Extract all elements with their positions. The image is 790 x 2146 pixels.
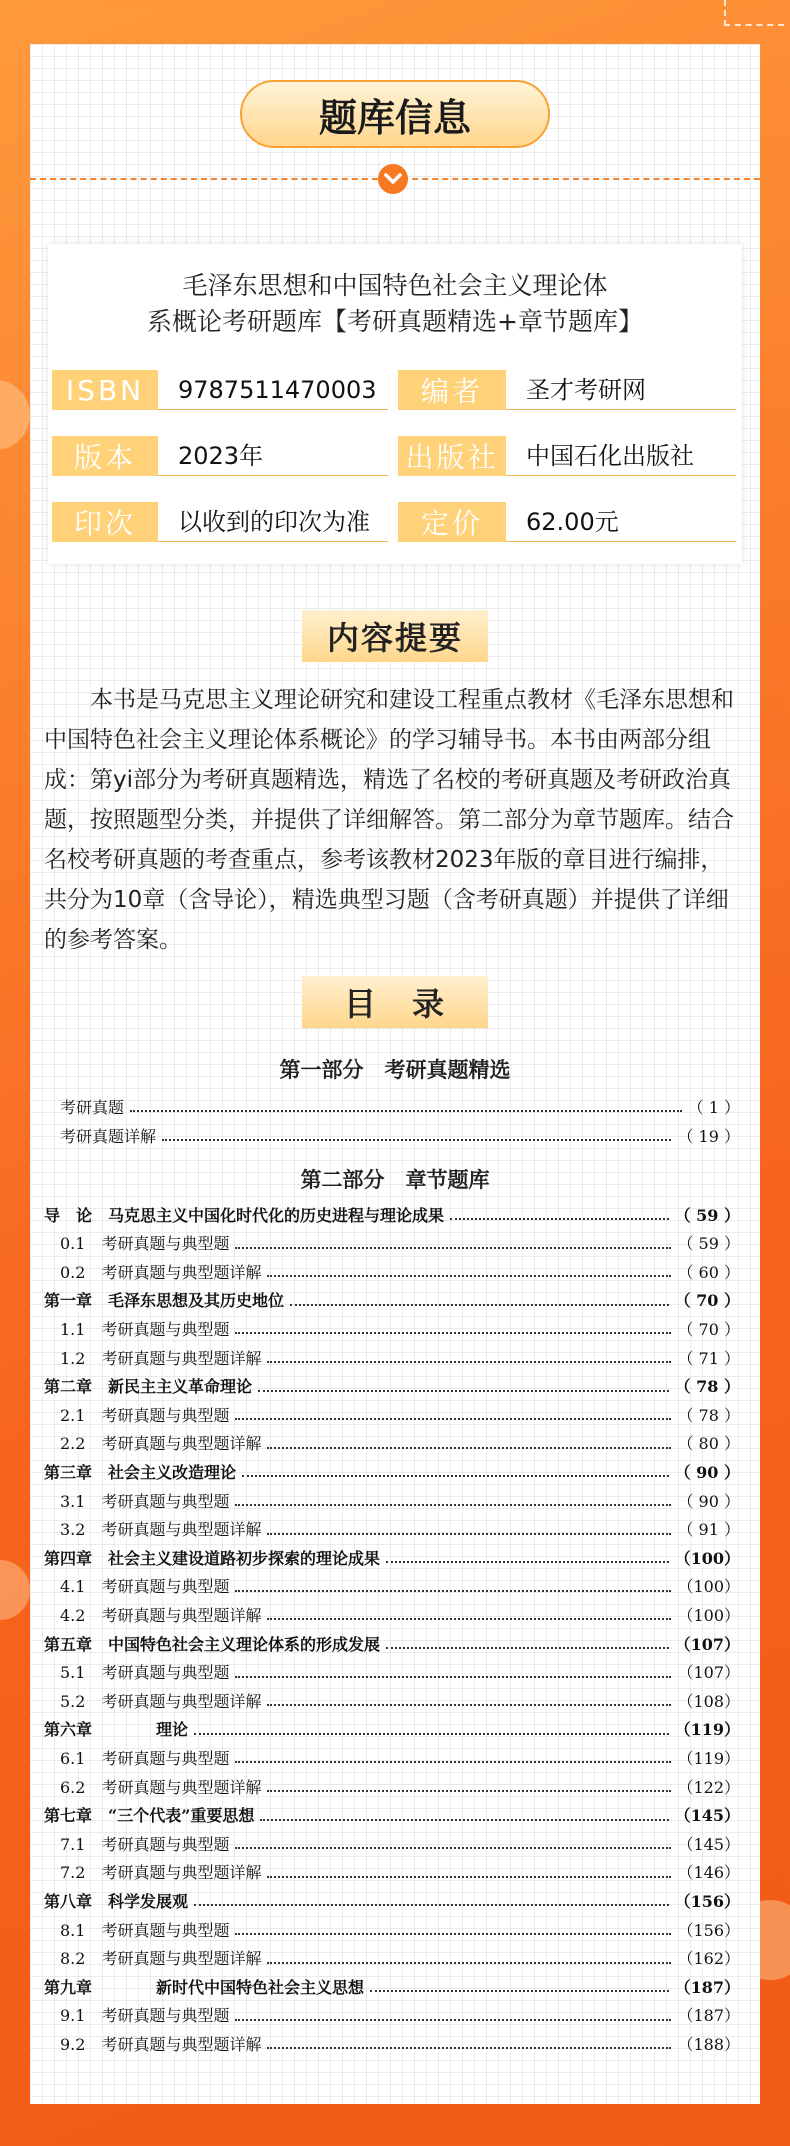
toc-entry-row (44, 1829, 740, 1857)
toc-leader-dots (386, 1561, 669, 1563)
toc-entry-title: 3.1 考研真题与典型题 (44, 1491, 230, 1511)
toc-leader-dots (235, 2019, 671, 2021)
editor-label: 编者 (398, 370, 506, 410)
toc-leader-dots (290, 1304, 669, 1306)
toc-leader-dots (450, 1218, 669, 1220)
decor-circle-left-bottom (0, 1560, 30, 1620)
toc-entry-row (44, 1915, 740, 1943)
price-label: 定价 (398, 502, 506, 542)
toc-entry-row (44, 1314, 740, 1342)
toc-entry-title: 9.2 考研真题与典型题详解 (44, 2034, 262, 2054)
toc-entry-title: 5.2 考研真题与典型题详解 (44, 1691, 262, 1711)
toc-chapter-row (44, 1886, 740, 1914)
toc-entry-title: 第七章 “三个代表”重要思想 (44, 1806, 255, 1826)
toc-entry-row (44, 1858, 740, 1886)
toc-entry-row (44, 1400, 740, 1428)
toc-entry-title: 4.1 考研真题与典型题 (44, 1577, 230, 1597)
toc-entry-title: 第一章 毛泽东思想及其历史地位 (44, 1291, 285, 1311)
price-value: 62.00元 (506, 502, 736, 542)
toc-entry-title: 导 论 马克思主义中国化时代化的历史进程与理论成果 (44, 1205, 445, 1225)
editor-field (398, 370, 738, 410)
toc-page-number: （ 90 ） (677, 1491, 740, 1511)
toc-page-number: （188） (677, 2034, 740, 2054)
toc-page-number: （156） (674, 1891, 740, 1911)
toc-entry-title: 2.2 考研真题与典型题详解 (44, 1434, 262, 1454)
toc-entry-row (44, 1686, 740, 1714)
price-field (398, 502, 738, 542)
toc-entry-title: 第二章 新民主主义革命理论 (44, 1377, 253, 1397)
book-info-panel (48, 244, 742, 564)
toc-entry-title: 8.1 考研真题与典型题 (44, 1920, 230, 1940)
toc-page-number: （ 60 ） (677, 1262, 740, 1282)
toc-leader-dots (235, 1933, 671, 1935)
toc-entry-title: 第五章 中国特色社会主义理论体系的形成发展 (44, 1634, 381, 1654)
toc-entry-title: 6.1 考研真题与典型题 (44, 1748, 230, 1768)
toc-entry-row (44, 1600, 740, 1628)
toc-chapter-row (44, 1457, 740, 1485)
toc-page-number: （ 70 ） (677, 1319, 740, 1339)
part2-title: 第二部分 章节题库 (300, 1168, 490, 1192)
toc-entry-row (44, 1658, 740, 1686)
toc-entry-title: 4.2 考研真题与典型题详解 (44, 1605, 262, 1625)
toc-entry-row (60, 1092, 740, 1120)
toc-entry-row (44, 1429, 740, 1457)
toc-leader-dots (235, 1676, 671, 1678)
toc-page-number: （119） (674, 1720, 740, 1740)
toc-page-number: （100） (677, 1605, 740, 1625)
toc-page-number: （100） (674, 1548, 740, 1568)
toc-entry-row (44, 1743, 740, 1771)
toc-entry-title: 7.2 考研真题与典型题详解 (44, 1863, 262, 1883)
isbn-field (52, 370, 392, 410)
toc-leader-dots (267, 1447, 671, 1449)
toc-page-number: （162） (677, 1949, 740, 1969)
page-title: 题库信息 (240, 80, 550, 148)
toc-entry-title: 第三章 社会主义改造理论 (44, 1462, 237, 1482)
toc-entry-title: 9.1 考研真题与典型题 (44, 2006, 230, 2026)
toc-entry-title: 0.2 考研真题与典型题详解 (44, 1262, 262, 1282)
toc-entry-row (44, 1343, 740, 1371)
toc-entry-row (44, 1772, 740, 1800)
edition-field (52, 436, 392, 476)
toc-page-number: （ 90 ） (674, 1462, 740, 1482)
toc-leader-dots (242, 1475, 669, 1477)
toc-leader-dots (258, 1390, 669, 1392)
toc-chapter-row (44, 1543, 740, 1571)
toc-entry-row (44, 1486, 740, 1514)
toc-page-number: （187） (674, 1977, 740, 1997)
toc-leader-dots (194, 1904, 669, 1906)
toc-entry-title: 7.1 考研真题与典型题 (44, 1834, 230, 1854)
toc-page-number: （ 70 ） (674, 1291, 740, 1311)
toc-chapter-row (44, 1286, 740, 1314)
toc-entry-title: 第九章 新时代中国特色社会主义思想 (44, 1977, 365, 1997)
toc-page-number: （156） (677, 1920, 740, 1940)
toc-page-number: （ 1 ） (687, 1097, 740, 1117)
toc-page-number: （108） (677, 1691, 740, 1711)
toc-leader-dots (267, 1962, 671, 1964)
toc-leader-dots (235, 1504, 671, 1506)
toc-entry-title: 2.1 考研真题与典型题 (44, 1405, 230, 1425)
toc-chapter-row (44, 1801, 740, 1829)
toc-entry-row (44, 2001, 740, 2029)
toc-chapter-row (44, 1372, 740, 1400)
toc-page-number: （119） (677, 1748, 740, 1768)
toc-entry-row (44, 1944, 740, 1972)
toc-entry-title: 5.1 考研真题与典型题 (44, 1663, 230, 1683)
toc-leader-dots (267, 1361, 671, 1363)
toc-leader-dots (370, 1990, 669, 1992)
toc-entry-title: 3.2 考研真题与典型题详解 (44, 1520, 262, 1540)
publisher-value: 中国石化出版社 (506, 436, 736, 476)
toc-entry-title: 第四章 社会主义建设道路初步探索的理论成果 (44, 1548, 381, 1568)
toc-entry-row (44, 1257, 740, 1285)
toc-page-number: （107） (674, 1634, 740, 1654)
toc-chapter-row (44, 1200, 740, 1228)
toc-chapter-row (44, 1972, 740, 2000)
toc-page-number: （ 59 ） (674, 1205, 740, 1225)
editor-value: 圣才考研网 (506, 370, 736, 410)
isbn-value: 9787511470003 (158, 370, 388, 410)
toc-leader-dots (267, 1618, 671, 1620)
toc-entry-title: 0.1 考研真题与典型题 (44, 1234, 230, 1254)
toc-page-number: （122） (677, 1777, 740, 1797)
toc-entry-row (60, 1121, 740, 1149)
decor-dashed-corner (724, 0, 784, 26)
publisher-label: 出版社 (398, 436, 506, 476)
printing-value: 以收到的印次为准 (158, 502, 388, 542)
toc-leader-dots (235, 1847, 671, 1849)
toc-entry-row (44, 1515, 740, 1543)
toc-chapter-row (44, 1629, 740, 1657)
printing-label: 印次 (52, 502, 158, 542)
toc-entry-title: 8.2 考研真题与典型题详解 (44, 1949, 262, 1969)
toc-page-number: （146） (677, 1863, 740, 1883)
toc-leader-dots (235, 1761, 671, 1763)
toc-page-number: （107） (677, 1663, 740, 1683)
edition-label: 版本 (52, 436, 158, 476)
toc-entry-title: 6.2 考研真题与典型题详解 (44, 1777, 262, 1797)
toc-page-number: （100） (677, 1577, 740, 1597)
toc-leader-dots (162, 1139, 671, 1141)
toc-entry-row (44, 1229, 740, 1257)
toc-entry-title: 考研真题详解 (60, 1126, 157, 1146)
book-title-line-2: 系概论考研题库【考研真题精选+章节题库】 (147, 307, 643, 336)
toc-entry-title: 考研真题 (60, 1097, 125, 1117)
summary-text: 本书是马克思主义理论研究和建设工程重点教材《毛泽东思想和中国特色社会主义理论体系概论》的学习辅导书。本书由两部分组成：第yi部分为考研真题精选，精选了名校的考研真题及考研政治真题，按照题型分类，并提供了详细解答。第二部分为章节题库。结合名校考研真题的考查重点，参考该教材2023年版的章目进行编排，共分为10章（含导论），精选典型习题（含考研真题）并提供了详细的参考答案。 (44, 687, 734, 953)
chevron-down-icon (378, 164, 408, 194)
toc-entry-title: 第八章 科学发展观 (44, 1891, 189, 1911)
toc-leader-dots (235, 1332, 671, 1334)
isbn-label: ISBN (52, 370, 158, 410)
toc-entry-title: 第六章 理论 (44, 1720, 189, 1740)
toc-page-number: （ 91 ） (677, 1520, 740, 1540)
toc-page-number: （ 71 ） (677, 1348, 740, 1368)
toc-leader-dots (267, 1704, 671, 1706)
toc-leader-dots (267, 1533, 671, 1535)
toc-page-number: （ 78 ） (677, 1405, 740, 1425)
toc-entry-title: 1.1 考研真题与典型题 (44, 1319, 230, 1339)
toc-leader-dots (267, 1876, 671, 1878)
printing-field (52, 502, 392, 542)
part1-title: 第一部分 考研真题精选 (279, 1058, 511, 1082)
content-card (30, 44, 760, 2104)
toc-leader-dots (235, 1590, 671, 1592)
edition-value: 2023年 (158, 436, 388, 476)
toc-entry-row (44, 1572, 740, 1600)
toc-entry-row (44, 2029, 740, 2057)
decor-circle-left (0, 380, 30, 450)
summary-heading: 内容提要 (302, 610, 488, 662)
toc-page-number: （187） (677, 2006, 740, 2026)
toc-chapter-row (44, 1715, 740, 1743)
toc-leader-dots (235, 1418, 671, 1420)
toc-page-number: （ 59 ） (677, 1234, 740, 1254)
toc-leader-dots (267, 1790, 671, 1792)
toc-heading: 目 录 (302, 976, 488, 1028)
book-title-line-1: 毛泽东思想和中国特色社会主义理论体 (182, 271, 608, 300)
toc-leader-dots (130, 1110, 682, 1112)
toc-leader-dots (260, 1819, 668, 1821)
book-title (48, 268, 742, 340)
toc-leader-dots (386, 1647, 669, 1649)
toc-page-number: （145） (674, 1806, 740, 1826)
toc-page-number: （ 19 ） (677, 1126, 740, 1146)
toc-leader-dots (267, 2047, 671, 2049)
toc-leader-dots (235, 1247, 671, 1249)
toc-leader-dots (194, 1733, 669, 1735)
toc-leader-dots (267, 1275, 671, 1277)
toc-page-number: （ 78 ） (674, 1377, 740, 1397)
toc-page-number: （ 80 ） (677, 1434, 740, 1454)
toc-page-number: （145） (677, 1834, 740, 1854)
toc-entry-title: 1.2 考研真题与典型题详解 (44, 1348, 262, 1368)
publisher-field (398, 436, 738, 476)
